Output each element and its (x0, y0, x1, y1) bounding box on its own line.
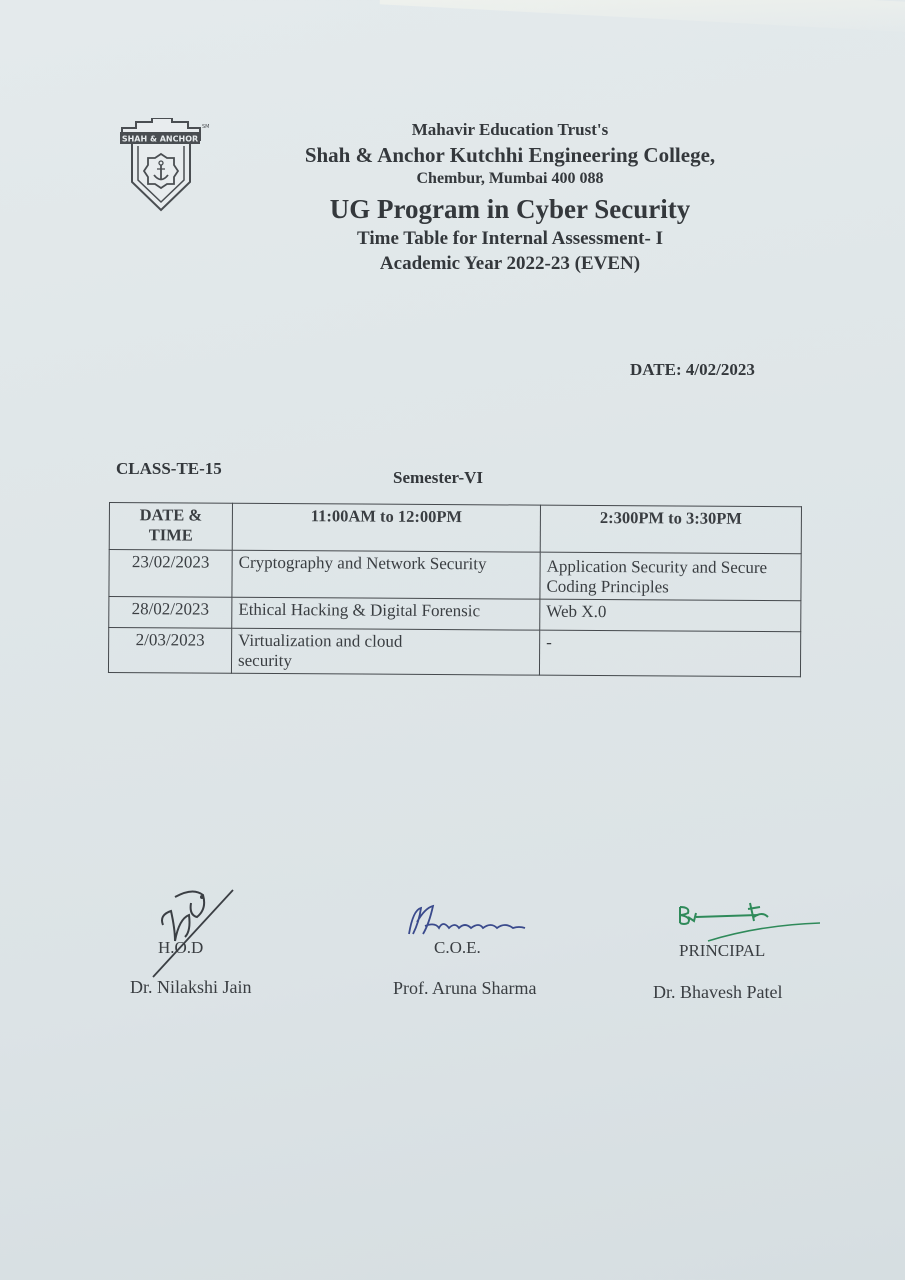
hod-signature (145, 885, 275, 980)
cell-date: 28/02/2023 (109, 597, 232, 629)
college-name: Shah & Anchor Kutchhi Engineering College, (304, 143, 716, 167)
trust-name: Mahavir Education Trust's (411, 120, 609, 139)
signatory-coe (390, 900, 550, 1005)
table-row (109, 597, 801, 632)
semester-label: Semester-VI (393, 468, 483, 487)
shield-anchor-icon (112, 118, 210, 213)
signatory-name: Dr. Bhavesh Patel (653, 982, 783, 1002)
timetable (108, 502, 802, 677)
table-row (109, 550, 801, 601)
college-logo (112, 118, 210, 213)
svg-text:SHAH & ANCHOR: SHAH & ANCHOR (121, 134, 199, 144)
header-date-time: DATE & TIME (109, 503, 232, 551)
program-title: UG Program in Cyber Security (329, 194, 691, 224)
header-morning-slot: 11:00AM to 12:00PM (232, 503, 540, 552)
class-label: CLASS-TE-15 (116, 459, 222, 478)
timetable-title: Time Table for Internal Assessment- I (357, 228, 663, 249)
header-afternoon-slot: 2:300PM to 3:30PM (540, 505, 801, 554)
svg-text:SM: SM (202, 124, 210, 130)
cell-afternoon-subject: Application Security and Secure Coding Principles (540, 552, 801, 601)
cell-morning-subject: Ethical Hacking & Digital Forensic (232, 597, 540, 630)
signatory-hod (120, 885, 270, 1005)
cell-date: 2/03/2023 (108, 628, 231, 674)
cell-afternoon-subject: Web X.0 (540, 599, 801, 632)
document-header (280, 118, 740, 277)
cell-morning-subject: Virtualization and cloud security (231, 628, 539, 675)
signatory-role: H.O.D (158, 938, 204, 957)
college-address: Chembur, Mumbai 400 088 (416, 170, 604, 187)
cell-afternoon-subject: - (539, 630, 800, 677)
signatory-name: Dr. Nilakshi Jain (130, 977, 252, 997)
table-row (108, 628, 800, 677)
document-date: DATE: 4/02/2023 (630, 360, 755, 379)
academic-year: Academic Year 2022-23 (EVEN) (379, 253, 641, 274)
signatory-role: C.O.E. (434, 938, 481, 957)
paper-edge-highlight (380, 0, 905, 36)
cell-morning-subject: Cryptography and Network Security (232, 550, 540, 599)
signatory-name: Prof. Aruna Sharma (393, 978, 537, 998)
table-header-row (109, 503, 801, 554)
signatory-principal (650, 895, 830, 1005)
principal-signature (650, 895, 830, 945)
cell-date: 23/02/2023 (109, 550, 232, 598)
signatory-role: PRINCIPAL (679, 941, 766, 960)
